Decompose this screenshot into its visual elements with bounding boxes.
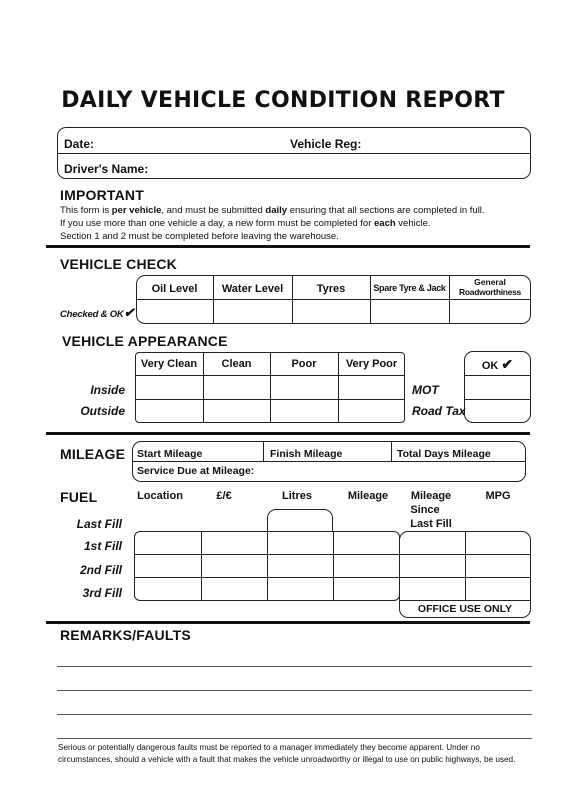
total-days-mileage-field[interactable]: Total Days Mileage — [397, 448, 491, 460]
vc-col-water-level: Water Level — [221, 283, 284, 295]
vc-col-oil-level: Oil Level — [151, 283, 198, 295]
mot-label: MOT — [412, 383, 439, 397]
mot-cell[interactable] — [465, 376, 530, 398]
vc-col-tyres: Tyres — [316, 283, 346, 295]
fuel-cell-1st[interactable] — [135, 532, 399, 553]
vc-cell-general[interactable] — [450, 300, 530, 323]
road-tax-cell[interactable] — [465, 400, 530, 422]
vc-col-general: General — [474, 277, 506, 287]
va-col-poor: Poor — [291, 358, 317, 370]
va-col-very-clean: Very Clean — [140, 358, 198, 370]
important-heading: IMPORTANT — [60, 187, 144, 203]
section-divider-2 — [46, 432, 530, 435]
va-col-clean: Clean — [221, 358, 252, 370]
fuel-col-mileage-since-2: Since — [410, 504, 440, 516]
footer-note-2: circumstances, should a vehicle with a fault that makes the vehicle unroadworthy or illegal to use on public highways, be used. — [58, 755, 516, 764]
outside-label: Outside — [80, 404, 125, 418]
header-divider — [57, 153, 531, 154]
mileage-heading: MILEAGE — [60, 446, 126, 462]
vehicle-check-heading: VEHICLE CHECK — [60, 256, 177, 272]
fuel-col-mileage-since-1: Mileage — [410, 490, 452, 502]
vc-cell-water[interactable] — [214, 300, 291, 323]
tick-icon: ✔ — [501, 356, 514, 372]
fuel-col-currency: £/€ — [216, 490, 232, 502]
section-divider-1 — [46, 245, 530, 248]
page-title: DAILY VEHICLE CONDITION REPORT — [61, 88, 505, 113]
va-cell-outside[interactable] — [136, 400, 404, 422]
footer-note-1: Serious or potentially dangerous faults must be reported to a manager immediately they become apparent. Under no — [58, 743, 480, 752]
va-cell-inside[interactable] — [136, 376, 404, 398]
ok-header: OK ✔ — [481, 356, 514, 372]
office-use-only-label: OFFICE USE ONLY — [417, 603, 513, 615]
remarks-line[interactable] — [57, 666, 532, 667]
fuel-col-location: Location — [137, 490, 183, 502]
fuel-col-mileage-since-3: Last Fill — [410, 518, 452, 530]
remarks-line[interactable] — [57, 738, 532, 739]
tick-icon: ✔ — [123, 305, 135, 320]
fuel-heading: FUEL — [60, 489, 98, 505]
checked-ok-label: Checked & OK✔ — [60, 305, 135, 320]
fuel-cell-3rd[interactable] — [135, 578, 399, 600]
fuel-col-mpg: MPG — [485, 490, 511, 502]
remarks-line[interactable] — [57, 690, 532, 691]
road-tax-label: Road Tax — [412, 404, 466, 418]
vehicle-appearance-heading: VEHICLE APPEARANCE — [62, 333, 228, 349]
fuel-cell-2nd[interactable] — [135, 555, 399, 576]
section-divider-3 — [46, 621, 530, 624]
vc-col-spare-tyre: Spare Tyre & Jack — [373, 283, 446, 293]
vc-col-roadworthiness: Roadworthiness — [459, 287, 521, 297]
finish-mileage-field[interactable]: Finish Mileage — [270, 448, 343, 460]
fuel-col-mileage: Mileage — [347, 490, 389, 502]
third-fill-label: 3rd Fill — [82, 586, 122, 600]
fuel-col-litres: Litres — [282, 490, 312, 502]
last-fill-litres-cell[interactable] — [267, 509, 333, 531]
vc-cell-spare[interactable] — [371, 300, 448, 323]
remarks-line[interactable] — [57, 714, 532, 715]
mileage-col-divider — [391, 441, 392, 461]
vehicle-reg-label[interactable]: Vehicle Reg: — [290, 137, 362, 151]
vc-cell-oil[interactable] — [137, 300, 212, 323]
mileage-col-divider — [263, 441, 264, 461]
mileage-row-divider — [132, 461, 526, 462]
remarks-heading: REMARKS/FAULTS — [60, 627, 191, 643]
first-fill-label: 1st Fill — [83, 539, 122, 553]
important-line-3: Section 1 and 2 must be completed before leaving the warehouse. — [60, 231, 339, 242]
date-label[interactable]: Date: — [64, 137, 95, 151]
office-col-divider — [465, 531, 466, 600]
important-line-2: If you use more than one vehicle a day, a new form must be completed for each vehicle. — [60, 218, 431, 229]
start-mileage-field[interactable]: Start Mileage — [137, 448, 203, 460]
office-row-divider — [399, 600, 531, 601]
va-col-very-poor: Very Poor — [345, 358, 398, 370]
inside-label: Inside — [90, 383, 125, 397]
vc-cell-tyres[interactable] — [293, 300, 369, 323]
important-line-1: This form is per vehicle, and must be submitted daily ensuring that all sections are completed in full. — [60, 205, 485, 216]
last-fill-label: Last Fill — [76, 517, 122, 531]
driver-name-label[interactable]: Driver's Name: — [64, 162, 149, 176]
second-fill-label: 2nd Fill — [80, 563, 122, 577]
service-due-field[interactable]: Service Due at Mileage: — [137, 465, 255, 477]
